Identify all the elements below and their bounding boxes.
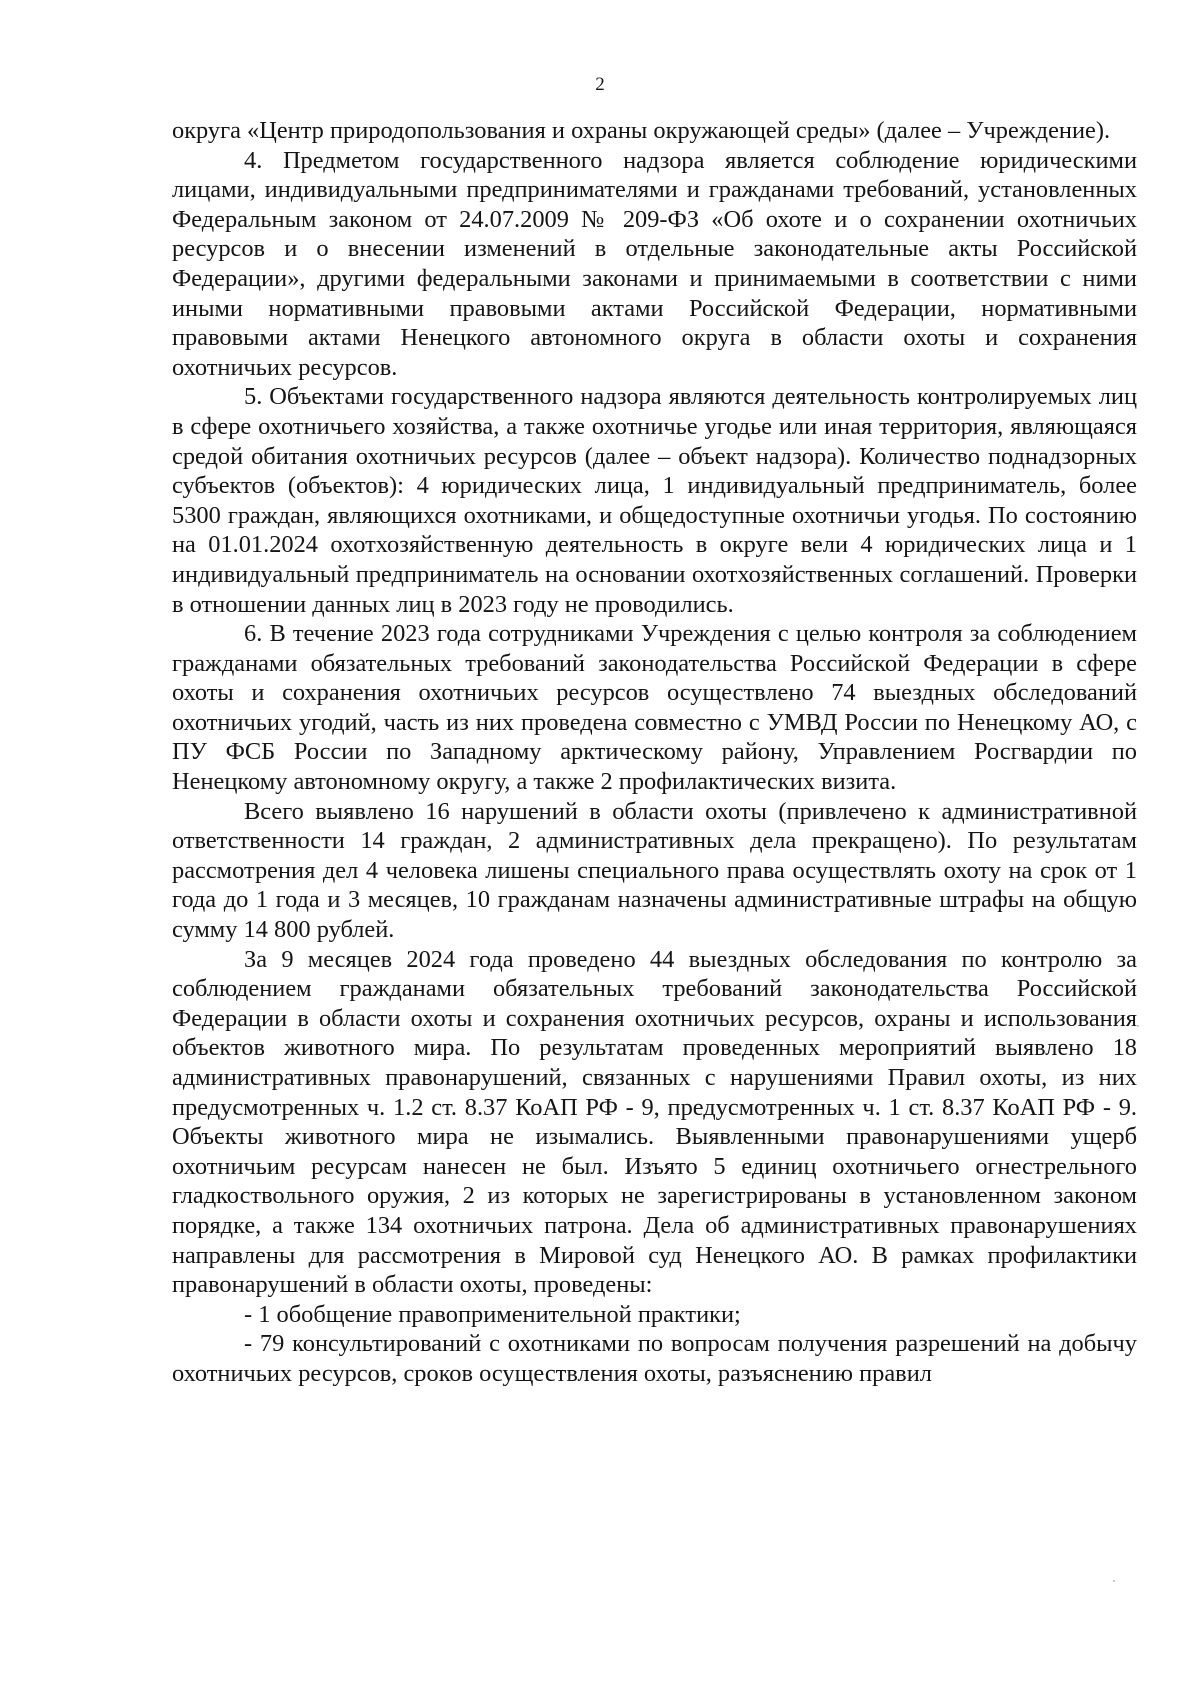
- paragraph-results-2024: За 9 месяцев 2024 года проведено 44 выездных обследования по контролю за соблюдением гражданами обязательных требований законодательства Российской Федерации в области охоты и сохранения охотничьих ресурсов, охраны и использования объектов животного мира. По результатам проведенных мероприятий выявлено 18 административных правонарушений, связанных с нарушениями Правил охоты, из них предусмотренных ч. 1.2 ст. 8.37 КоАП РФ - 9, предусмотренных ч. 1 ст. 8.37 КоАП РФ - 9. Объекты животного мира не изымались. Выявленными правонарушениями ущерб охотничьим ресурсам нанесен не был. Изъято 5 единиц охотничьего огнестрельного гладкоствольного оружия, 2 из которых не зарегистрированы в установленном законом порядке, а также 134 охотничьих патрона. Дела об административных правонарушениях направлены для рассмотрения в Мировой суд Ненецкого АО. В рамках профилактики правонарушений в области охоты, проведены:: [172, 945, 1137, 1299]
- list-item: - 1 обобщение правоприменительной практики;: [244, 1300, 741, 1328]
- page-number: 2: [595, 74, 605, 95]
- paragraph-item-5: 5. Объектами государственного надзора являются деятельность контролируемых лиц в сфере охотничьего хозяйства, а также охотничье угодье или иная территория, являющаяся средой обитания охотничьих ресурсов (далее – объект надзора). Количество поднадзорных субъектов (объектов): 4 юридических лица, 1 индивидуальный предприниматель, более 5300 граждан, являющихся охотниками, и общедоступные охотничьи угодья. По состоянию на 01.01.2024 охотхозяйственную деятельность в округе вели 4 юридических лица и 1 индивидуальный предприниматель на основании охотхозяйственных соглашений. Проверки в отношении данных лиц в 2023 году не проводились.: [172, 383, 1137, 618]
- paragraph-item-4: 4. Предметом государственного надзора является соблюдение юридическими лицами, индивидуальными предпринимателями и гражданами требований, установленных Федеральным законом от 24.07.2009 № 209-ФЗ «Об охоте и о сохранении охотничьих ресурсов и о внесении изменений в отдельные законодательные акты Российской Федерации», другими федеральными законами и принимаемыми в соответствии с ними иными нормативными правовыми актами Российской Федерации, нормативными правовыми актами Ненецкого автономного округа в области охоты и сохранения охотничьих ресурсов.: [172, 146, 1137, 381]
- paragraph-item-6: 6. В течение 2023 года сотрудниками Учреждения с целью контроля за соблюдением гражданами обязательных требований законодательства Российской Федерации в сфере охоты и сохранения охотничьих ресурсов осуществлено 74 выездных обследований охотничьих угодий, часть из них проведена совместно с УМВД России по Ненецкому АО, с ПУ ФСБ России по Западному арктическому району, Управлением Росгвардии по Ненецкому автономному округу, а также 2 профилактических визита.: [172, 620, 1137, 796]
- scan-artifact: [1137, 1025, 1139, 1027]
- document-body: [172, 116, 1137, 1389]
- scan-artifact: [1113, 1580, 1115, 1582]
- list-item: - 79 консультирований с охотниками по вопросам получения разрешений на добычу охотничьих ресурсов, сроков осуществления охоты, разъяснению правил: [172, 1330, 1137, 1387]
- paragraph-violations-2023: Всего выявлено 16 нарушений в области охоты (привлечено к административной ответственности 14 граждан, 2 административных дела прекращено). По результатам рассмотрения дел 4 человека лишены специального права осуществлять охоту на срок от 1 года до 1 года и 3 месяцев, 10 гражданам назначены административные штрафы на общую сумму 14 800 рублей.: [172, 797, 1137, 944]
- paragraph-continuation: округа «Центр природопользования и охраны окружающей среды» (далее – Учреждение).: [172, 117, 1111, 144]
